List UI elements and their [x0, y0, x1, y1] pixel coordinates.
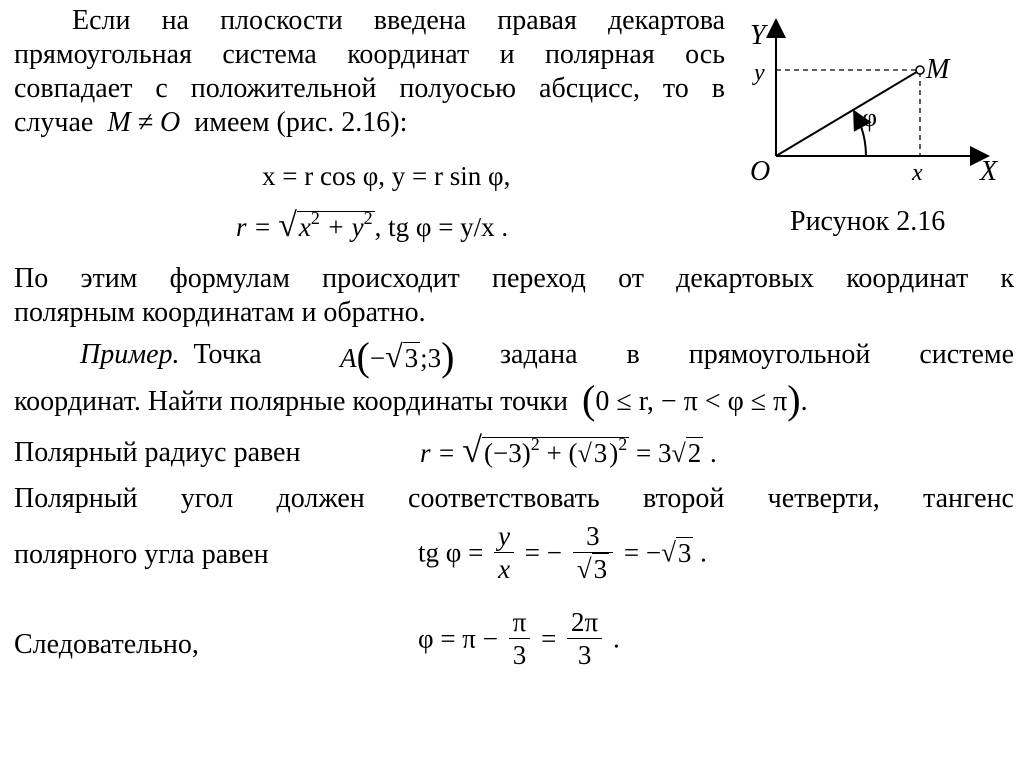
- intro-line-3: совпадает с положительной полуосью абсцисс, то в: [14, 73, 725, 104]
- intro-line-2: прямоугольная система координат и полярная ось: [14, 39, 725, 70]
- radius-label: Полярный радиус равен: [14, 437, 301, 468]
- angle-line-1: Полярный угол должен соответствовать второй четверти, тангенс: [14, 483, 1014, 514]
- x-axis-label: X: [980, 156, 998, 187]
- point-m: [916, 66, 924, 74]
- y-tick-label: y: [754, 60, 765, 86]
- angle-label: φ: [862, 103, 878, 132]
- example-condition: 0 ≤ r, − π < φ ≤ π: [595, 386, 788, 417]
- formula-cartesian: x = r cos φ, y = r sin φ,: [262, 161, 511, 191]
- example-label: Пример. Точка: [80, 339, 262, 370]
- fraction-pi-over-3: $\frac{\pi}{3}$: [509, 606, 531, 671]
- intro-line-4: случае M ≠ O имеем (рис. 2.16):: [14, 107, 408, 138]
- angle-result-formula: φ = π − $\frac{\pi}{3}$ = $\frac{2\pi}{3}$ .: [418, 607, 620, 670]
- fraction-3-over-sqrt3: $\frac{3}{√3}$: [573, 520, 613, 585]
- m-neq-o: M ≠ O: [107, 107, 181, 138]
- figure-2-16: [740, 8, 1010, 248]
- point-m-label: M: [926, 54, 950, 85]
- transition-line-2: полярным координатам и обратно.: [14, 297, 426, 328]
- formula-polar: $r = √x^2 + y^2$, tg φ = y/x .: [236, 207, 509, 244]
- fraction-y-over-x: $\frac{y}{x}$: [494, 520, 514, 585]
- example-point-coords: A(−√3;3): [340, 334, 455, 379]
- fraction-2pi-over-3: $\frac{2\pi}{3}$: [567, 606, 602, 671]
- angle-line-2: полярного угла равен: [14, 539, 269, 570]
- example-line-1-rest: задана в прямоугольной системе: [500, 339, 1014, 370]
- radius-formula: $r = √(-3)^2 + (√3)^2 = 3√2$ .: [420, 430, 717, 470]
- tangent-formula: tg φ = $\frac{y}{x}$ = − $\frac{3}{√3}$ = −√3 .: [418, 521, 707, 584]
- radius-vector: [776, 70, 920, 156]
- example-line-2: координат. Найти полярные координаты точки (0 ≤ r, − π < φ ≤ π).: [14, 377, 808, 422]
- x-tick-label: x: [912, 160, 923, 186]
- y-axis-label: Y: [750, 20, 766, 51]
- figure-caption: Рисунок 2.16: [790, 206, 946, 237]
- origin-label: O: [750, 156, 771, 187]
- intro-line-1: Если на плоскости введена правая декартова: [72, 5, 725, 36]
- conclusion-label: Следовательно,: [14, 629, 199, 660]
- transition-line-1: По этим формулам происходит переход от декартовых координат к: [14, 263, 1014, 294]
